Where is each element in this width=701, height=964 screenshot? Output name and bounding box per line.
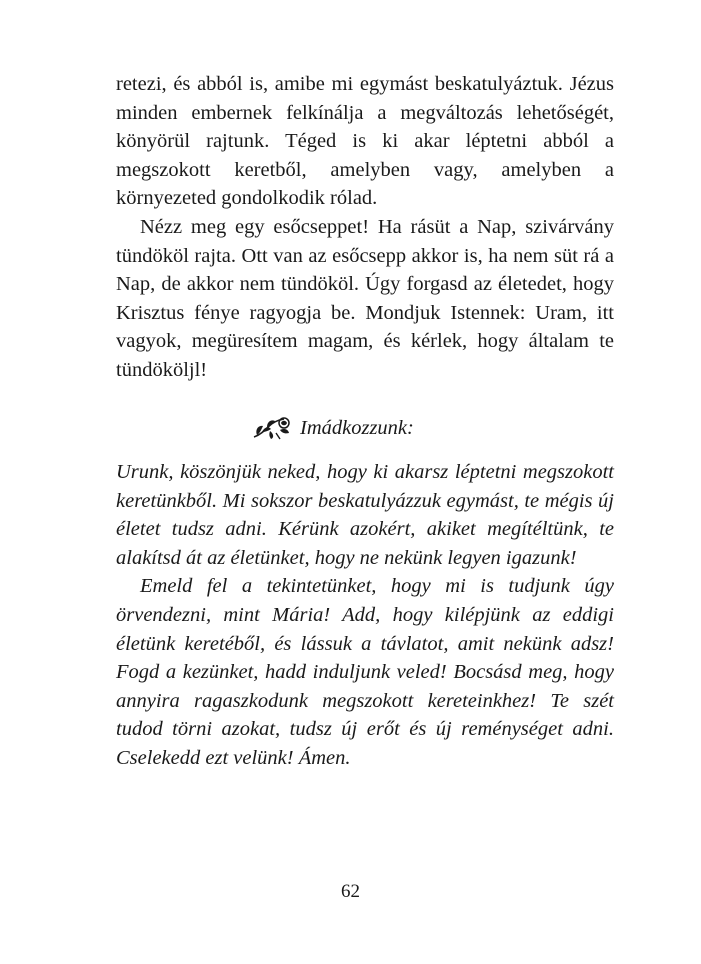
body-paragraph-2: Nézz meg egy esőcseppet! Ha rásüt a Nap, szivárvány tündököl rajta. Ott van az esőcsepp akkor is, ha nem süt rá a Nap, de akkor nem tündököl. Úgy forgasd az életedet, hogy Krisztus fénye ragyogja be. Mondjuk Istennek: Uram, itt vagyok, megüresítem magam, és kérlek, hogy általam te tündököljl!	[116, 215, 614, 381]
prayer-heading-text: Imádkozzunk:	[300, 417, 414, 439]
prayer-paragraph-2: Emeld fel a tekintetünket, hogy mi is tudjunk úgy örvendezni, mint Mária! Add, hogy kilépjünk az eddigi életünk keretéből, és lássuk a távlatot, amit nekünk adsz! Fogd a kezünket, hadd induljunk veled! Bocsásd meg, hogy annyira ragaszkodunk megszokott kereteinkhez! Te szét tudod törni azokat, tudsz új erőt és új reménységet adni. Cselekedd ezt velünk! Ámen.	[116, 575, 614, 769]
prayer-text	[116, 458, 614, 773]
body-paragraph-1: retezi, és abból is, amibe mi egymást beskatulyáztuk. Jézus minden embernek felkínálja a megváltozás lehetőségét, könyörül rajtunk. Téged is ki akar léptetni abból a megszokott keretből, amelyben vagy, amelyben a környezeted gondolkodik rólad.	[116, 73, 614, 210]
page-number: 62	[341, 881, 360, 902]
prayer-heading	[252, 414, 414, 442]
prayer-paragraph-1: Urunk, köszönjük neked, hogy ki akarsz léptetni megszokott keretünkből. Mi sokszor beskatulyázzuk egymást, te mégis új életet tudsz adni. Kérünk azokért, akiket megítéltünk, te alakítsd át az életünket, hogy ne nekünk legyen igazunk!	[116, 461, 614, 569]
floral-ornament-icon	[252, 415, 292, 441]
body-text	[116, 70, 614, 385]
